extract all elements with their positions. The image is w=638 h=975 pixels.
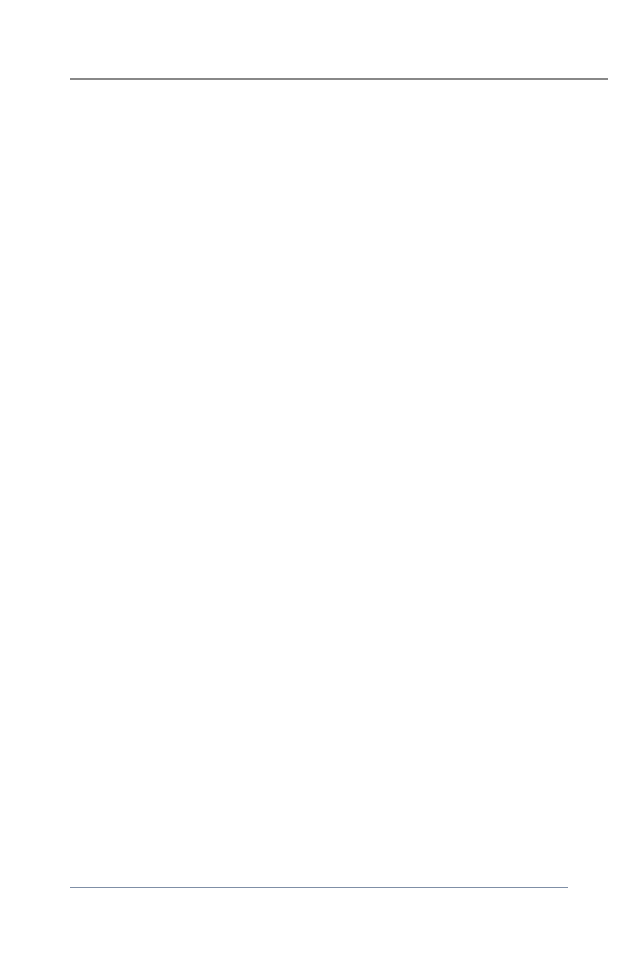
page-footer: [70, 887, 568, 889]
question-table: [70, 78, 608, 80]
question-body: [110, 79, 444, 80]
table-row: [71, 79, 608, 80]
